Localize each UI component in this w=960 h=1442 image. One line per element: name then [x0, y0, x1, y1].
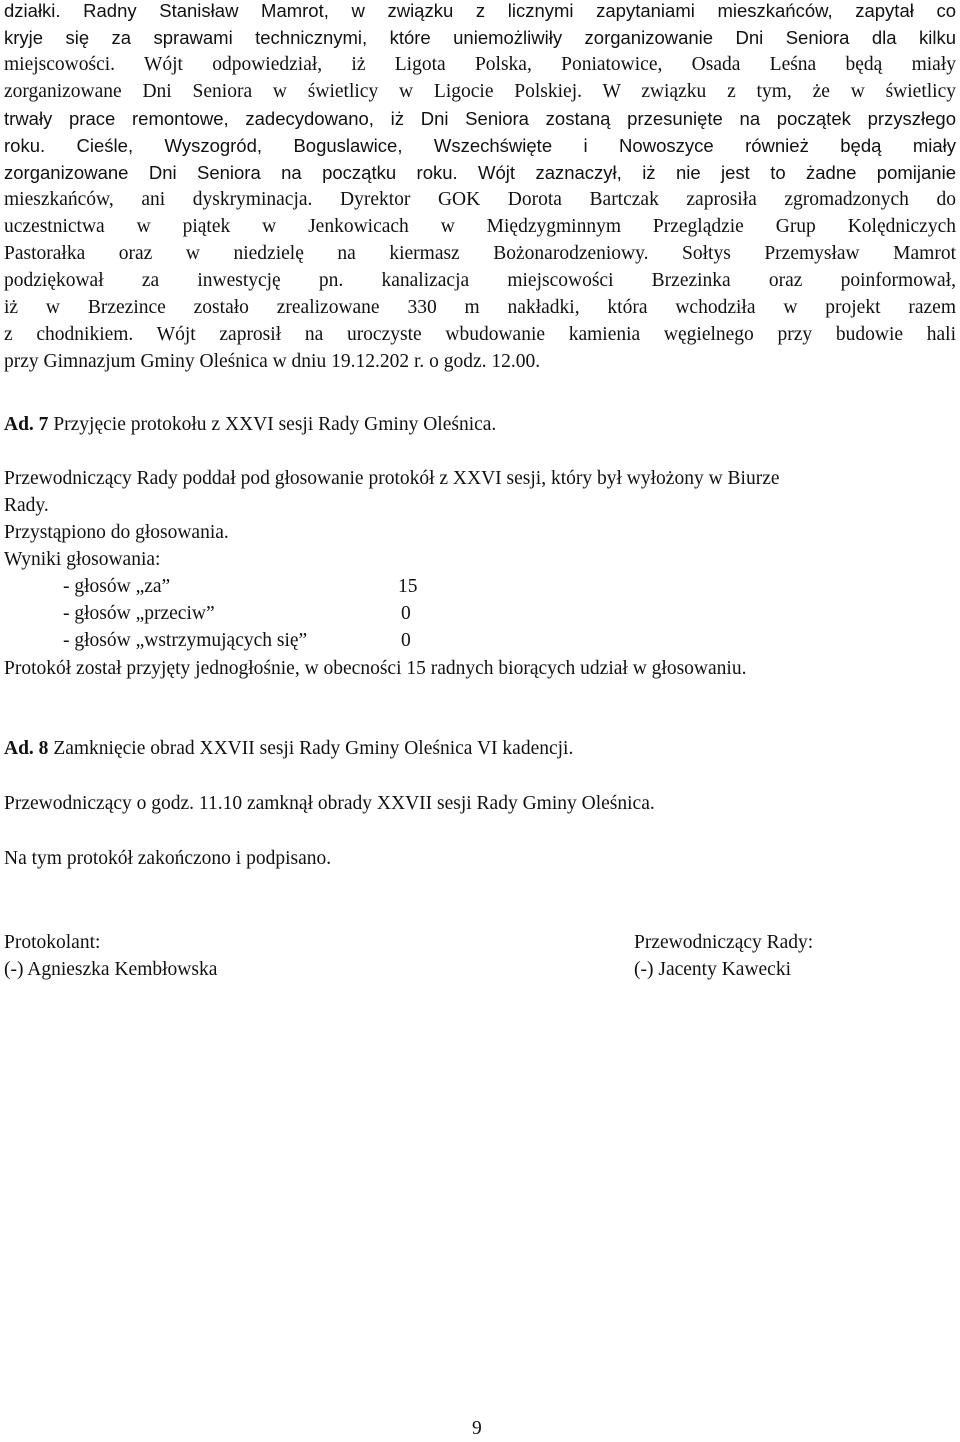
paragraph-line: mieszkańców, ani dyskryminacja. Dyrektor GOK Dorota Bartczak zaprosiła zgromadzonych do — [4, 189, 956, 210]
vote-against-label: - głosów „przeciw” — [63, 603, 215, 624]
protocol-final-text: Na tym protokół zakończono i podpisano. — [4, 848, 332, 869]
paragraph-line: podziękował za inwestycję pn. kanalizacja miejscowości Brzezinka oraz poinformował, — [4, 270, 956, 291]
agenda-item-8-title: Zamknięcie obrad XXVII sesji Rady Gminy Oleśnica VI kadencji. — [48, 738, 574, 759]
paragraph-line: zorganizowane Dni Seniora na początku roku. Wójt zaznaczył, iż nie jest to żadne pomijanie — [4, 162, 956, 183]
agenda-item-8-heading — [4, 736, 956, 762]
vote-result-text: Protokół został przyjęty jednogłośnie, w obecności 15 radnych biorących udział w głosowaniu. — [4, 658, 747, 679]
voting-results-heading: Wyniki głosowania: — [4, 549, 161, 570]
vote-abstain-count: 0 — [401, 630, 411, 651]
paragraph-line: kryje się za sprawami technicznymi, które uniemożliwiły zorganizowanie Dni Seniora dla kilku — [4, 27, 956, 48]
paragraph-line: roku. Cieśle, Wyszogród, Boguslawice, Wszechświęte i Nowoszyce również będą miały — [4, 135, 956, 156]
recorder-name: (-) Agnieszka Kembłowska — [4, 959, 218, 980]
agenda-item-7-heading — [4, 412, 956, 438]
vote-for-count: 15 — [398, 576, 418, 597]
protocol-vote-intro-cont: Rady. — [4, 495, 49, 516]
recorder-role: Protokolant: — [4, 932, 101, 953]
session-closing-text: Przewodniczący o godz. 11.10 zamknął obrady XXVII sesji Rady Gminy Oleśnica. — [4, 793, 655, 814]
chairman-name: (-) Jacenty Kawecki — [634, 959, 791, 980]
paragraph-line: zorganizowane Dni Seniora w świetlicy w Ligocie Polskiej. W związku z tym, że w świetlicy — [4, 81, 956, 102]
paragraph-line: trwały prace remontowe, zadecydowano, iż Dni Seniora zostaną przesunięte na początek przyszłego — [4, 108, 956, 129]
paragraph-line: z chodnikiem. Wójt zaprosił na uroczyste wbudowanie kamienia węgielnego przy budowie hali — [4, 324, 956, 345]
vote-abstain-label: - głosów „wstrzymujących się” — [63, 630, 308, 651]
protocol-vote-intro: Przewodniczący Rady poddał pod głosowanie protokół z XXVI sesji, który był wyłożony w Biurze — [4, 468, 780, 489]
page-number: 9 — [472, 1418, 482, 1439]
chairman-role: Przewodniczący Rady: — [634, 932, 814, 953]
vote-against-count: 0 — [401, 603, 411, 624]
paragraph-line: Pastorałka oraz w niedzielę na kiermasz Bożonarodzeniowy. Sołtys Przemysław Mamrot — [4, 243, 956, 264]
agenda-item-8-label: Ad. 8 — [4, 738, 49, 759]
paragraph-line: iż w Brzezince zostało zrealizowane 330 m nakładki, która wchodziła w projekt razem — [4, 297, 956, 318]
paragraph-line: przy Gimnazjum Gminy Oleśnica w dniu 19.12.202 r. o godz. 12.00. — [4, 351, 541, 372]
voting-started-text: Przystąpiono do głosowania. — [4, 522, 229, 543]
agenda-item-7-title: Przyjęcie protokołu z XXVI sesji Rady Gminy Oleśnica. — [48, 414, 497, 435]
paragraph-line: miejscowości. Wójt odpowiedział, iż Ligota Polska, Poniatowice, Osada Leśna będą miały — [4, 54, 956, 75]
paragraph-line: działki. Radny Stanisław Mamrot, w związku z licznymi zapytaniami mieszkańców, zapytał co — [4, 0, 956, 21]
agenda-item-7-label: Ad. 7 — [4, 414, 49, 435]
paragraph-line: uczestnictwa w piątek w Jenkowicach w Międzygminnym Przeglądzie Grup Kolędniczych — [4, 216, 956, 237]
vote-for-label: - głosów „za” — [63, 576, 171, 597]
